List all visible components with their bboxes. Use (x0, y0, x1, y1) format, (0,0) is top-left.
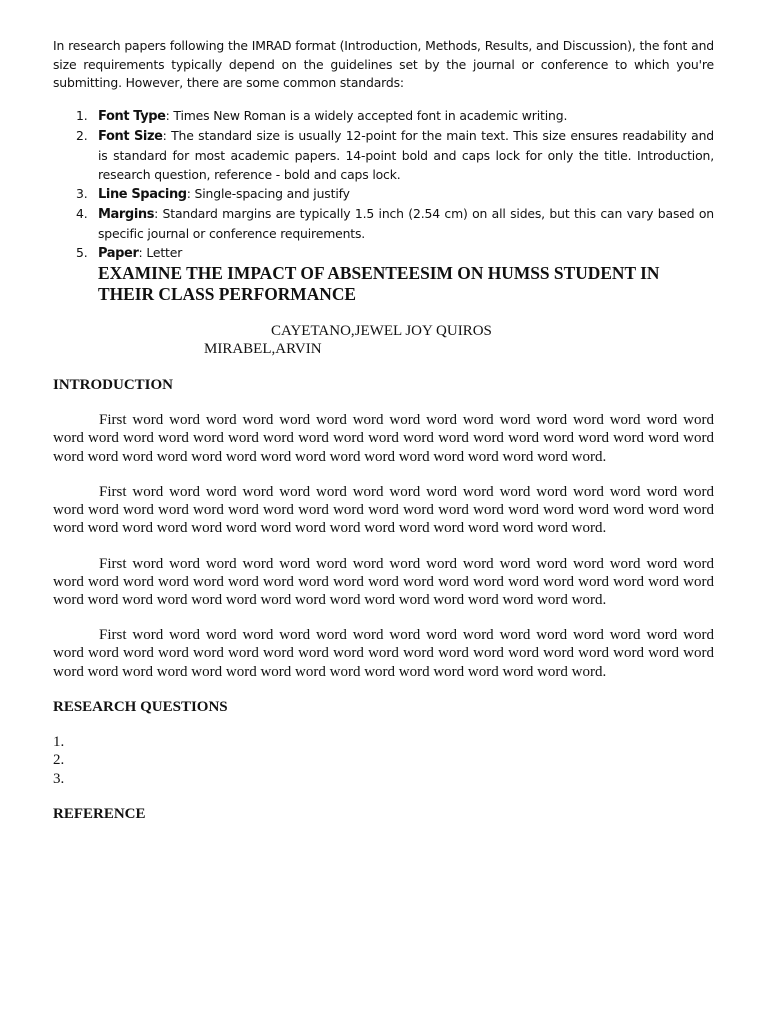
list-number: 3. (76, 185, 88, 201)
paper-title: EXAMINE THE IMPACT OF ABSENTEESIM ON HUMSS STUDENT IN THEIR CLASS PERFORMANCE (98, 262, 660, 304)
list-number: 4. (76, 205, 88, 221)
body-paragraph: First word word word word word word word word word word word word word word word word word word word word word word word word word word word word word word word word word word word word word word word word word word word word word word word word word word word. (53, 555, 714, 608)
guideline-text: : Times New Roman is a widely accepted font in academic writing. (165, 107, 568, 123)
guideline-item-paper (53, 243, 714, 263)
guideline-term: Font Type (98, 108, 166, 124)
document-page (53, 37, 714, 840)
body-paragraph: First word word word word word word word word word word word word word word word word word word word word word word word word word word word word word word word word word word word word word word word word word word word word word word word word word word word. (53, 627, 714, 680)
guideline-text: : Standard margins are typically 1.5 inch (2.54 cm) on all sides, but this can vary based on specific journal or conference requirements. (98, 205, 714, 241)
guideline-item-font-type (53, 106, 714, 126)
guideline-text: : Letter (138, 244, 183, 260)
introduction-heading: INTRODUCTION (53, 376, 174, 393)
guidelines-list (53, 106, 714, 263)
guideline-item-margins (53, 204, 714, 243)
reference-heading: REFERENCE (53, 805, 146, 822)
guideline-term: Line Spacing (98, 186, 187, 202)
list-number: 1. (76, 107, 88, 123)
research-questions-list (53, 733, 714, 788)
guideline-term: Font Size (98, 128, 163, 144)
guideline-item-line-spacing (53, 184, 714, 204)
list-item: 3. (53, 770, 65, 787)
intro-paragraph: In research papers following the IMRAD format (Introduction, Methods, Results, and Discussion), the font and size requirements typically depend on the guidelines set by the journal or conference to which you're submitting. However, there are some common standards: (53, 38, 714, 91)
list-number: 2. (76, 127, 88, 143)
guideline-item-font-size (53, 126, 714, 184)
author-name: CAYETANO,JEWEL JOY QUIROS (271, 322, 492, 339)
list-item: 2. (53, 752, 65, 769)
guideline-text: : The standard size is usually 12-point for the main text. This size ensures readability and is standard for most academic papers. 14-point bold and caps lock for only the title. Introduction, research question, reference - bold and caps lock. (98, 127, 714, 182)
body-paragraph: First word word word word word word word word word word word word word word word word word word word word word word word word word word word word word word word word word word word word word word word word word word word word word word word word word word word. (53, 412, 714, 465)
list-item: 1. (53, 734, 65, 751)
guideline-term: Margins (98, 206, 155, 222)
list-number: 5. (76, 244, 88, 260)
author-name: MIRABEL,ARVIN (204, 341, 322, 358)
guideline-term: Paper (98, 245, 139, 261)
guideline-text: : Single-spacing and justify (186, 185, 350, 201)
body-paragraph: First word word word word word word word word word word word word word word word word word word word word word word word word word word word word word word word word word word word word word word word word word word word word word word word word word word word. (53, 483, 714, 537)
research-questions-heading: RESEARCH QUESTIONS (53, 698, 228, 715)
